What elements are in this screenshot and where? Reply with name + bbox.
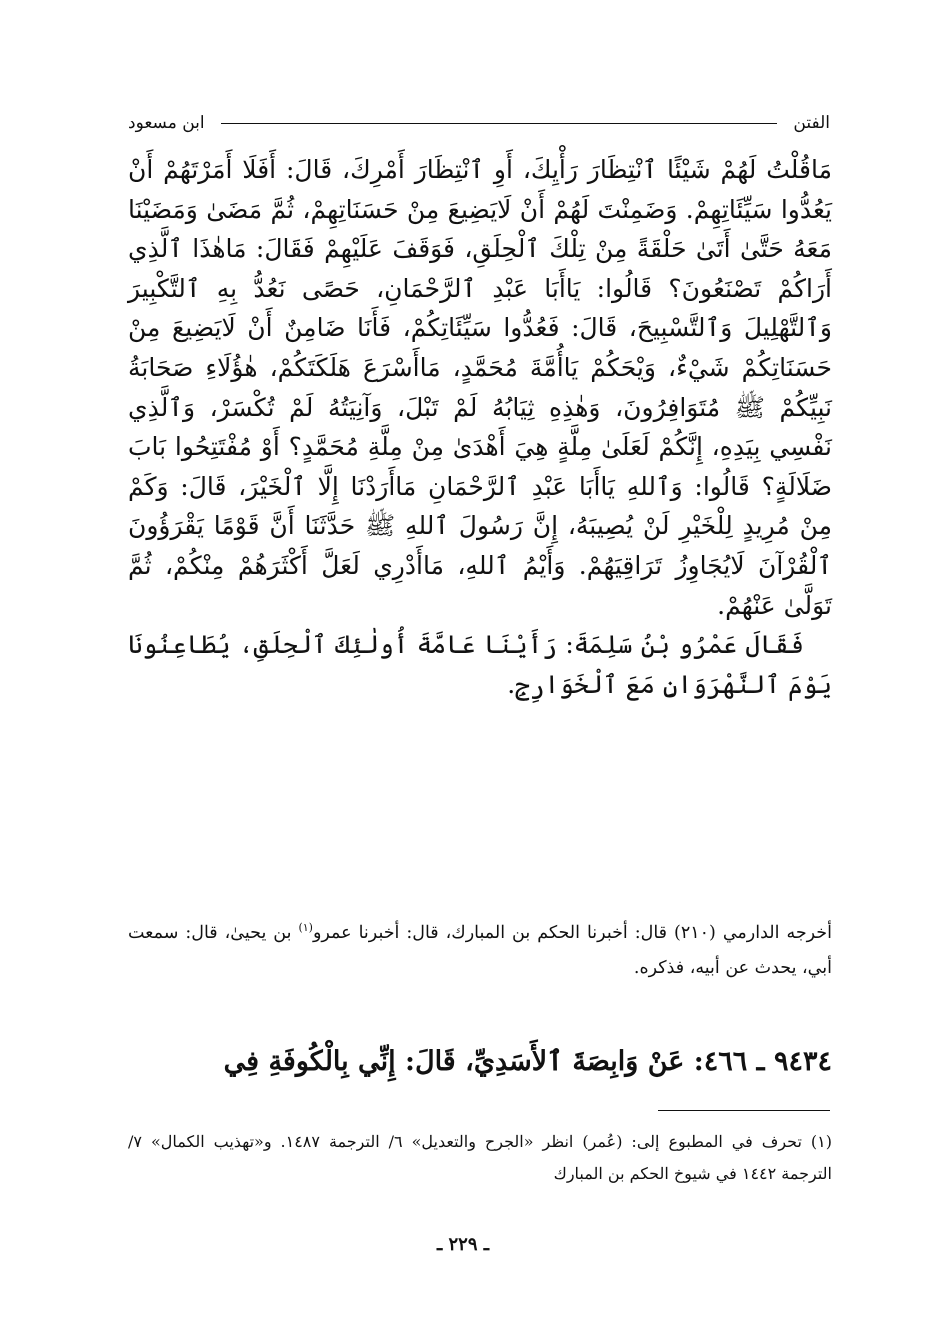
next-hadith-heading bbox=[128, 1040, 832, 1084]
footnote-ref: (١) bbox=[298, 921, 313, 934]
takhrij-note bbox=[128, 910, 832, 986]
hadith-body bbox=[128, 150, 832, 704]
header-section-title: ابن مسعود bbox=[128, 113, 205, 133]
takhrij-text-continued: بن يحيىٰ، قال: سمعت أبي، يحدث عن أبيه، فذكره. bbox=[128, 922, 832, 978]
footnote-text: (١) تحرف في المطبوع إلى: (عُمر) انظر «الجرح والتعديل» ٦/ الترجمة ١٤٨٧. و«تهذيب الكمال» ٧/ الترجمة ١٤٤٢ في شيوخ الحكم بن المبارك bbox=[128, 1132, 832, 1183]
header-chapter-title: الفتن bbox=[793, 113, 830, 133]
running-header bbox=[128, 108, 830, 138]
takhrij-text: أخرجه الدارمي (٢١٠) قال: أخبرنا الحكم بن المبارك، قال: أخبرنا عمرو bbox=[312, 922, 832, 943]
hadith-number: ٩٤٣٤ ـ ٤٦٦: bbox=[693, 1046, 832, 1077]
hadith-paragraph: مَاقُلْتُ لَهُمْ شَيْئًا ٱنْتِظَارَ رَأْيِكَ، أَوِ ٱنْتِظَارَ أَمْرِكَ، قَالَ: أَفَلَا أَمَرْتَهُمْ أَنْ يَعُدُّوا سَيِّئَاتِهِمْ. وَضَمِنْتَ لَهُمْ أَنْ لَايَضِيعَ مِنْ حَسَنَاتِهِمْ، ثُمَّ مَضَىٰ وَمَضَيْنَا مَعَهُ حَتَّىٰ أَتَىٰ حَلْقَةً مِنْ تِلْكَ ٱلْحِلَقِ، فَوَقَفَ عَلَيْهِمْ فَقَالَ: مَاهٰذَا ٱلَّذِي أَرَاكُمْ تَصْنَعُونَ؟ قَالُوا: يَاأَبَا عَبْدِ ٱلرَّحْمَانِ، حَصًى نَعُدُّ بِهِ ٱلتَّكْبِيرَ وَٱلتَّهْلِيلَ وَٱلتَّسْبِيحَ، قَالَ: فَعُدُّوا سَيِّئَاتِكُمْ، فَأَنَا ضَامِنٌ أَنْ لَايَضِيعَ مِنْ حَسَنَاتِكُمْ شَيْءٌ، وَيْحَكُمْ يَاأُمَّةَ مُحَمَّدٍ، مَاأَسْرَعَ هَلَكَتَكُمْ، هٰؤُلَاءِ صَحَابَةُ نَبِيِّكُمْ ﷺ مُتَوَافِرُونَ، وَهٰذِهِ ثِيَابُهُ لَمْ تَبْلَ، وَآنِيَتُهُ لَمْ تُكْسَرْ، وَٱلَّذِي نَفْسِي بِيَدِهِ، إِنَّكُمْ لَعَلَىٰ مِلَّةٍ هِيَ أَهْدَىٰ مِنْ مِلَّةِ مُحَمَّدٍ؟ أَوْ مُفْتَتِحُوا بَابَ ضَلَالَةٍ؟ قَالُوا: وَٱللهِ يَاأَبَا عَبْدِ ٱلرَّحْمَانِ مَاأَرَدْنَا إِلَّا ٱلْخَيْرَ، قَالَ: وَكَمْ مِنْ مُرِيدٍ لِلْخَيْرِ لَنْ يُصِيبَهُ، إِنَّ رَسُولَ ٱللهِ ﷺ حَدَّثَنَا أَنَّ قَوْمًا يَقْرَؤُونَ ٱلْقُرْآنَ لَايُجَاوِزُ تَرَاقِيَهُمْ. وَأَيْمُ ٱللهِ، مَاأَدْرِي لَعَلَّ أَكْثَرَهُمْ مِنْكُمْ، ثُمَّ تَوَلَّىٰ عَنْهُمْ. bbox=[128, 155, 832, 620]
hadith-paragraph-closing: فَقَالَ عَمْرُو بْنُ سَلِمَةَ: رَأَيْنَا عَامَّةَ أُولٰئِكَ ٱلْحِلَقِ، يُطَاعِنُونَا يَوْمَ ٱلنَّهْرَوَانِ مَعَ ٱلْخَوَارِجِ. bbox=[128, 630, 832, 699]
page-number: ـ ٢٢٩ ـ bbox=[436, 1234, 490, 1255]
footnote bbox=[128, 1126, 832, 1190]
header-rule bbox=[221, 123, 778, 124]
hadith-opening-text: عَنْ وَابِصَةَ ٱلأَسَدِيِّ، قَالَ: إِنِّي بِالْكُوفَةِ فِي bbox=[223, 1046, 685, 1077]
footnote-separator bbox=[658, 1110, 830, 1111]
